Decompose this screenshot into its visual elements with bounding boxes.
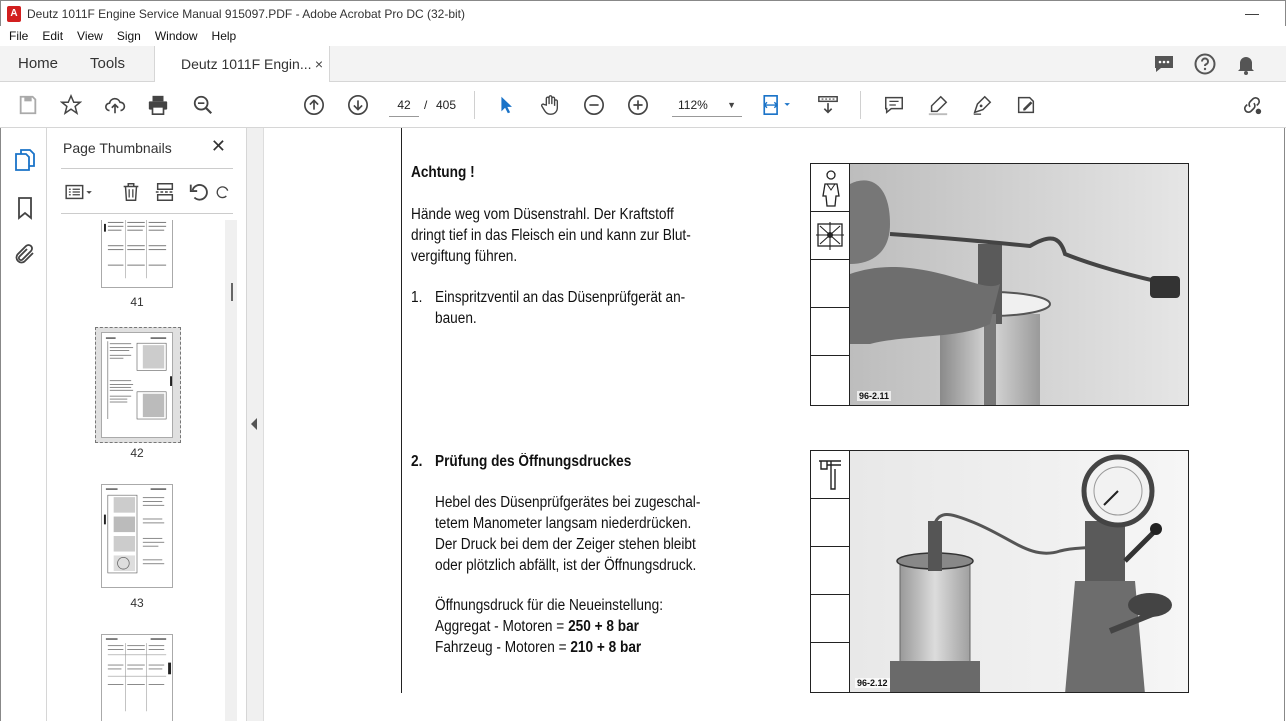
previous-page-icon[interactable] (302, 93, 326, 117)
attachments-paperclip-icon[interactable] (13, 242, 37, 266)
draw-sign-icon[interactable] (970, 93, 994, 117)
figure-cell (811, 260, 850, 308)
figure-cell (811, 356, 850, 407)
step2-line: Hebel des Düsenprüfgerätes bei zugeschal- (435, 494, 701, 511)
page-thumbnail[interactable] (101, 484, 173, 588)
figure-cell (811, 499, 850, 547)
pressure-heading: Öffnungsdruck für die Neueinstellung: (435, 597, 663, 614)
figure-nozzle-mounting (810, 163, 1189, 406)
figure-cell (811, 308, 850, 356)
figure-icon-column (811, 164, 850, 405)
highlight-pen-icon[interactable] (926, 93, 950, 117)
hand-tool-icon[interactable] (538, 93, 562, 117)
comment-bubble-icon[interactable] (1152, 52, 1176, 76)
tab-tools[interactable]: Tools (90, 55, 126, 72)
figure-cell (811, 547, 850, 595)
menu-edit[interactable]: Edit (42, 29, 64, 43)
next-page-icon[interactable] (346, 93, 370, 117)
step2-line: Der Druck bei dem der Zeiger stehen bleibt (435, 536, 696, 553)
thumbnail-page-label: 42 (130, 446, 144, 460)
rotate-counterclockwise-icon[interactable] (187, 180, 211, 204)
menu-sign[interactable]: Sign (116, 29, 141, 43)
help-icon[interactable] (1193, 52, 1217, 76)
figure-cell (811, 212, 850, 260)
figure-icon-column (811, 451, 850, 692)
page-thumbnails-panel (47, 128, 247, 721)
measuring-caliper-icon (811, 451, 849, 499)
vehicle-pressure (435, 637, 734, 658)
tab-document[interactable] (154, 46, 330, 83)
warning-line: vergiftung führen. (411, 248, 518, 265)
zoom-search-icon[interactable] (191, 93, 215, 117)
add-comment-icon[interactable] (882, 93, 906, 117)
page-thumbnail-selected[interactable] (101, 332, 173, 438)
warning-title: Achtung ! (411, 164, 475, 181)
share-link-icon[interactable] (1240, 93, 1264, 117)
window-titlebar (0, 0, 1286, 26)
notifications-bell-icon[interactable] (1234, 52, 1258, 76)
thumbnail-scrollbar-thumb[interactable] (231, 283, 233, 301)
aggregate-pressure (435, 616, 734, 637)
zoom-out-icon[interactable] (582, 93, 606, 117)
pressure-spec (435, 595, 734, 658)
zoom-level-select[interactable] (672, 93, 742, 117)
main-toolbar (0, 82, 1286, 128)
page-number-input[interactable]: 42 (389, 93, 419, 117)
menu-view[interactable]: View (77, 29, 103, 43)
step2-title: Prüfung des Öffnungsdruckes (435, 453, 632, 470)
step2-line: oder plötzlich abfällt, ist der Öffnungsdruck. (435, 557, 697, 574)
thumbnail-options-icon[interactable] (63, 180, 95, 204)
step1-line: bauen. (435, 310, 477, 327)
tab-home[interactable]: Home (18, 55, 59, 72)
upload-cloud-icon[interactable] (103, 93, 127, 117)
step1-text (435, 287, 734, 329)
print-icon[interactable] (146, 93, 170, 117)
menu-file[interactable]: File (9, 29, 29, 43)
zoom-level-value: 112% (678, 98, 708, 112)
photo-nozzle-tester-gauge (850, 451, 1188, 692)
bookmarks-icon[interactable] (13, 196, 37, 220)
page-fit-icon[interactable] (760, 93, 796, 117)
step2-number: 2. (411, 453, 423, 470)
menu-window[interactable]: Window (154, 29, 198, 43)
figure-cell (811, 164, 850, 212)
page-thumbnail[interactable] (101, 634, 173, 721)
figure-number-label: 96-2.11 (859, 391, 890, 401)
tab-bar (0, 46, 1286, 82)
toolbar-divider (860, 91, 861, 119)
save-icon[interactable] (16, 93, 40, 117)
thumbnail-page-label: 43 (130, 596, 144, 610)
warning-text (411, 204, 733, 267)
injection-spray-warning-icon (811, 212, 849, 260)
extract-page-icon[interactable] (153, 180, 177, 204)
step2-text (435, 492, 734, 576)
protective-clothing-icon (811, 164, 849, 212)
figure-cell (811, 643, 850, 694)
vehicle-value: 210 + 8 bar (570, 639, 642, 656)
navigation-rail (0, 128, 47, 721)
select-cursor-icon[interactable] (494, 93, 518, 117)
aggregate-value: 250 + 8 bar (568, 618, 639, 635)
step1-number: 1. (411, 289, 423, 306)
fill-sign-icon[interactable] (1014, 93, 1038, 117)
total-pages: 405 (436, 98, 457, 112)
zoom-in-icon[interactable] (626, 93, 650, 117)
photo-injector-on-tester (850, 164, 1188, 405)
toolbar-divider (474, 91, 475, 119)
step2-line: tetem Manometer langsam niederdrücken. (435, 515, 692, 532)
minimize-button[interactable]: — (1245, 5, 1259, 21)
chevron-down-icon: ▼ (727, 100, 736, 110)
document-view[interactable] (264, 128, 1285, 721)
menu-bar (0, 26, 1286, 46)
scroll-mode-icon[interactable] (816, 93, 840, 117)
thumbnail-list (47, 220, 223, 721)
vehicle-label: Fahrzeug - Motoren = (435, 639, 571, 656)
warning-line: Hände weg vom Düsenstrahl. Der Kraftstoff (411, 206, 674, 223)
warning-line: dringt tief in das Fleisch ein und kann zur Blut- (411, 227, 691, 244)
page-margin-line (401, 128, 402, 693)
menu-help[interactable]: Help (211, 29, 237, 43)
aggregate-label: Aggregat - Motoren = (435, 618, 569, 635)
panel-title: Page Thumbnails (63, 140, 172, 156)
figure-cell (811, 451, 850, 499)
tab-document-label: Deutz 1011F Engin... (181, 56, 312, 72)
figure-opening-pressure-test (810, 450, 1189, 693)
page-separator: / (424, 98, 428, 112)
figure-number-label: 96-2.12 (857, 678, 888, 688)
acrobat-app-icon: A (7, 6, 21, 22)
delete-page-icon[interactable] (119, 180, 143, 204)
window-title: Deutz 1011F Engine Service Manual 915097.PDF - Adobe Acrobat Pro DC (32-bit) (27, 6, 466, 21)
thumbnail-page-label: 41 (130, 295, 144, 309)
step1-line: Einspritzventil an das Düsenprüfgerät an- (435, 289, 686, 306)
figure-cell (811, 595, 850, 643)
panel-splitter[interactable] (247, 128, 264, 721)
bookmark-star-icon[interactable] (59, 93, 83, 117)
page-thumbnail[interactable] (101, 220, 173, 288)
close-panel-button[interactable]: ✕ (210, 136, 226, 156)
thumbnail-toolbar (61, 168, 233, 214)
page-thumbnails-icon[interactable] (13, 148, 37, 172)
tab-close-button[interactable]: × (314, 56, 323, 72)
collapse-panel-arrow-icon[interactable] (251, 418, 257, 430)
rotate-clockwise-icon[interactable] (215, 180, 231, 204)
